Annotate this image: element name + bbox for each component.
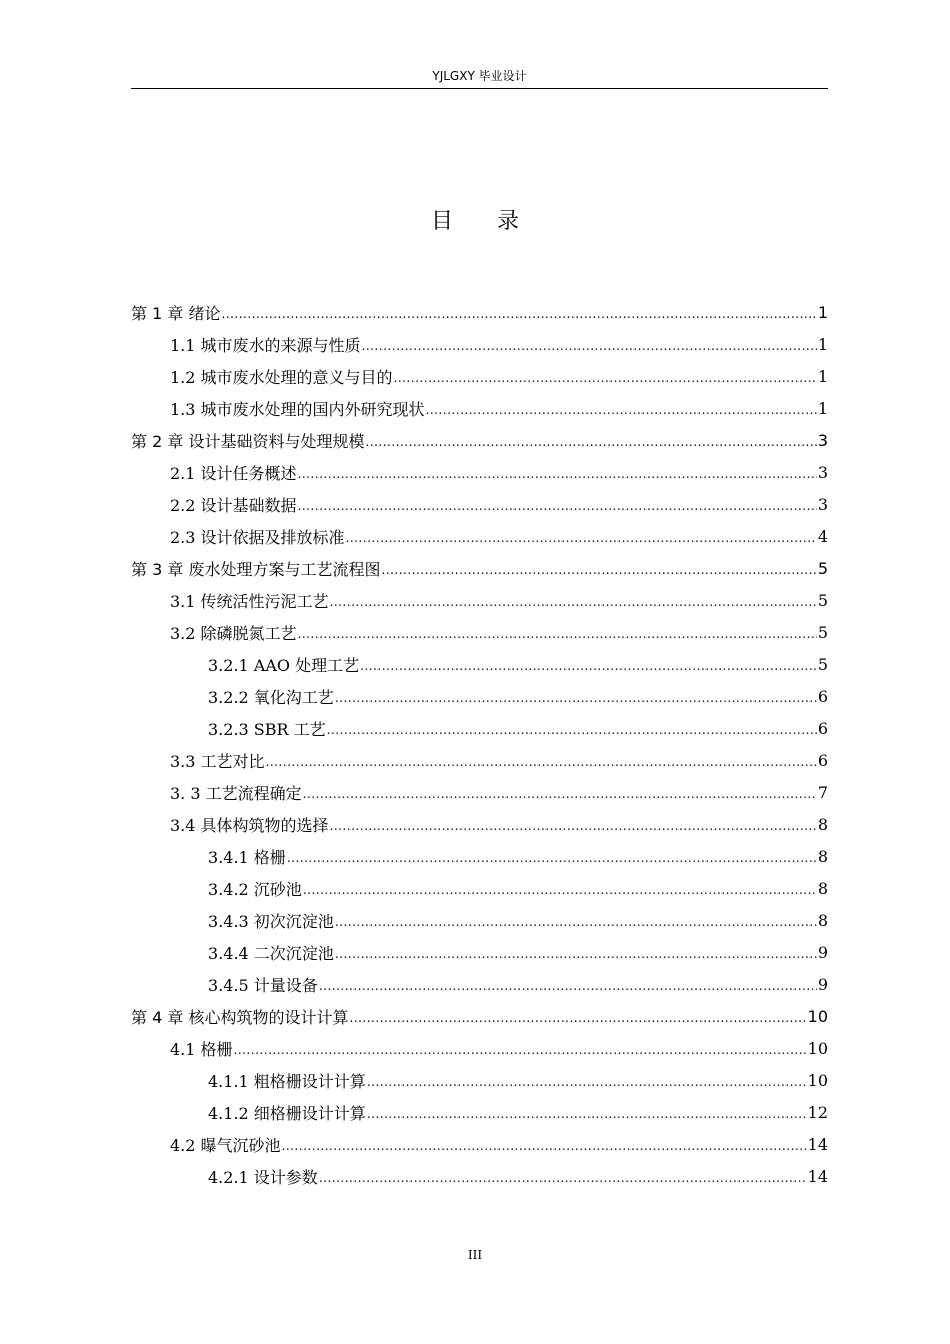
- toc-leader-dots: [367, 1107, 807, 1121]
- toc-entry[interactable]: [131, 936, 828, 968]
- toc-entry-page: 1: [817, 302, 828, 322]
- toc-leader-dots: [362, 339, 817, 353]
- toc-entry-page: 14: [807, 1134, 828, 1154]
- toc-leader-dots: [381, 563, 816, 577]
- toc-entry[interactable]: [131, 776, 828, 808]
- toc-entry-page: 12: [807, 1102, 828, 1122]
- toc-entry[interactable]: [131, 744, 828, 776]
- toc-entry-label: 3.3 工艺对比: [170, 751, 265, 771]
- toc-entry-label: 3.4.5 计量设备: [208, 975, 318, 995]
- toc-entry-page: 6: [817, 718, 828, 738]
- toc-entry-page: 10: [807, 1006, 828, 1026]
- toc-entry[interactable]: [131, 360, 828, 392]
- toc-leader-dots: [349, 1011, 806, 1025]
- table-of-contents: [131, 296, 828, 1192]
- toc-entry-page: 4: [817, 526, 828, 546]
- toc-leader-dots: [335, 947, 817, 961]
- toc-entry[interactable]: [131, 296, 828, 328]
- toc-leader-dots: [330, 819, 817, 833]
- toc-entry-label: 4.1.1 粗格栅设计计算: [208, 1071, 366, 1091]
- toc-leader-dots: [394, 371, 817, 385]
- toc-leader-dots: [319, 1171, 807, 1185]
- toc-entry-page: 3: [817, 462, 828, 482]
- toc-entry-page: 7: [817, 782, 828, 802]
- toc-entry-label: 2.1 设计任务概述: [170, 463, 297, 483]
- toc-entry-page: 9: [817, 942, 828, 962]
- toc-entry-page: 5: [817, 590, 828, 610]
- toc-entry-page: 1: [817, 398, 828, 418]
- toc-leader-dots: [298, 499, 817, 513]
- toc-entry-page: 10: [807, 1038, 828, 1058]
- toc-entry-label: 3.4 具体构筑物的选择: [170, 815, 329, 835]
- toc-leader-dots: [298, 467, 817, 481]
- toc-entry-label: 4.2.1 设计参数: [208, 1167, 318, 1187]
- toc-entry[interactable]: [131, 1096, 828, 1128]
- toc-entry-page: 8: [817, 814, 828, 834]
- toc-leader-dots: [327, 723, 817, 737]
- toc-leader-dots: [335, 691, 817, 705]
- toc-entry-label: 3. 3 工艺流程确定: [170, 783, 302, 803]
- toc-entry-label: 第 1 章 绪论: [131, 303, 221, 323]
- toc-entry-page: 3: [817, 494, 828, 514]
- toc-entry[interactable]: [131, 1000, 828, 1032]
- toc-entry-page: 9: [817, 974, 828, 994]
- toc-entry-label: 3.4.1 格栅: [208, 847, 286, 867]
- toc-entry-page: 6: [817, 686, 828, 706]
- toc-entry[interactable]: [131, 1160, 828, 1192]
- toc-entry-page: 5: [817, 654, 828, 674]
- toc-entry[interactable]: [131, 552, 828, 584]
- toc-entry-label: 3.1 传统活性污泥工艺: [170, 591, 329, 611]
- toc-leader-dots: [360, 659, 817, 673]
- page-number: III: [467, 1248, 483, 1262]
- toc-entry-label: 第 2 章 设计基础资料与处理规模: [131, 431, 365, 451]
- toc-leader-dots: [287, 851, 817, 865]
- toc-entry[interactable]: [131, 680, 828, 712]
- toc-entry-label: 4.2 曝气沉砂池: [170, 1135, 281, 1155]
- toc-entry[interactable]: [131, 840, 828, 872]
- toc-entry-page: 5: [817, 622, 828, 642]
- toc-entry-page: 8: [817, 910, 828, 930]
- toc-entry-label: 2.3 设计依据及排放标准: [170, 527, 345, 547]
- toc-entry[interactable]: [131, 456, 828, 488]
- toc-entry[interactable]: [131, 1128, 828, 1160]
- toc-entry-page: 10: [807, 1070, 828, 1090]
- toc-entry-page: 6: [817, 750, 828, 770]
- toc-entry[interactable]: [131, 584, 828, 616]
- toc-entry[interactable]: [131, 520, 828, 552]
- page-header: [131, 66, 828, 89]
- toc-entry[interactable]: [131, 872, 828, 904]
- toc-leader-dots: [426, 403, 817, 417]
- toc-entry[interactable]: [131, 648, 828, 680]
- toc-leader-dots: [298, 627, 817, 641]
- toc-entry[interactable]: [131, 968, 828, 1000]
- toc-entry-page: 8: [817, 878, 828, 898]
- toc-entry-label: 3.2.1 AAO 处理工艺: [208, 655, 360, 675]
- toc-entry[interactable]: [131, 328, 828, 360]
- toc-entry-page: 14: [807, 1166, 828, 1186]
- toc-entry[interactable]: [131, 904, 828, 936]
- toc-leader-dots: [335, 915, 817, 929]
- toc-entry-page: 1: [817, 366, 828, 386]
- toc-entry-label: 3.4.4 二次沉淀池: [208, 943, 334, 963]
- toc-entry[interactable]: [131, 392, 828, 424]
- toc-entry-label: 3.2.3 SBR 工艺: [208, 719, 326, 739]
- toc-entry[interactable]: [131, 1064, 828, 1096]
- toc-entry-page: 1: [817, 334, 828, 354]
- toc-entry-page: 5: [817, 558, 828, 578]
- toc-leader-dots: [303, 787, 817, 801]
- toc-leader-dots: [234, 1043, 807, 1057]
- toc-entry-label: 2.2 设计基础数据: [170, 495, 297, 515]
- toc-entry-label: 1.1 城市废水的来源与性质: [170, 335, 361, 355]
- toc-entry-label: 3.4.3 初次沉淀池: [208, 911, 334, 931]
- toc-entry[interactable]: [131, 424, 828, 456]
- toc-leader-dots: [319, 979, 817, 993]
- toc-entry[interactable]: [131, 616, 828, 648]
- toc-leader-dots: [346, 531, 817, 545]
- toc-entry[interactable]: [131, 488, 828, 520]
- toc-title: 目录: [430, 209, 563, 234]
- toc-entry-label: 3.2 除磷脱氮工艺: [170, 623, 297, 643]
- toc-leader-dots: [266, 755, 817, 769]
- toc-entry-label: 4.1 格栅: [170, 1039, 233, 1059]
- toc-entry-label: 3.4.2 沉砂池: [208, 879, 302, 899]
- toc-entry-label: 3.2.2 氧化沟工艺: [208, 687, 334, 707]
- toc-entry-label: 1.2 城市废水处理的意义与目的: [170, 367, 393, 387]
- toc-leader-dots: [303, 883, 817, 897]
- toc-leader-dots: [367, 1075, 807, 1089]
- toc-entry-page: 3: [817, 430, 828, 450]
- toc-entry[interactable]: [131, 1032, 828, 1064]
- toc-entry-label: 1.3 城市废水处理的国内外研究现状: [170, 399, 425, 419]
- toc-leader-dots: [365, 435, 816, 449]
- toc-leader-dots: [221, 307, 816, 321]
- page-footer: [0, 1248, 950, 1262]
- toc-entry-label: 第 4 章 核心构筑物的设计计算: [131, 1007, 349, 1027]
- toc-entry[interactable]: [131, 712, 828, 744]
- toc-entry-page: 8: [817, 846, 828, 866]
- toc-entry-label: 4.1.2 细格栅设计计算: [208, 1103, 366, 1123]
- toc-leader-dots: [330, 595, 817, 609]
- toc-leader-dots: [282, 1139, 807, 1153]
- toc-entry-label: 第 3 章 废水处理方案与工艺流程图: [131, 559, 381, 579]
- toc-entry[interactable]: [131, 808, 828, 840]
- header-text: YJLGXY 毕业设计: [432, 69, 527, 83]
